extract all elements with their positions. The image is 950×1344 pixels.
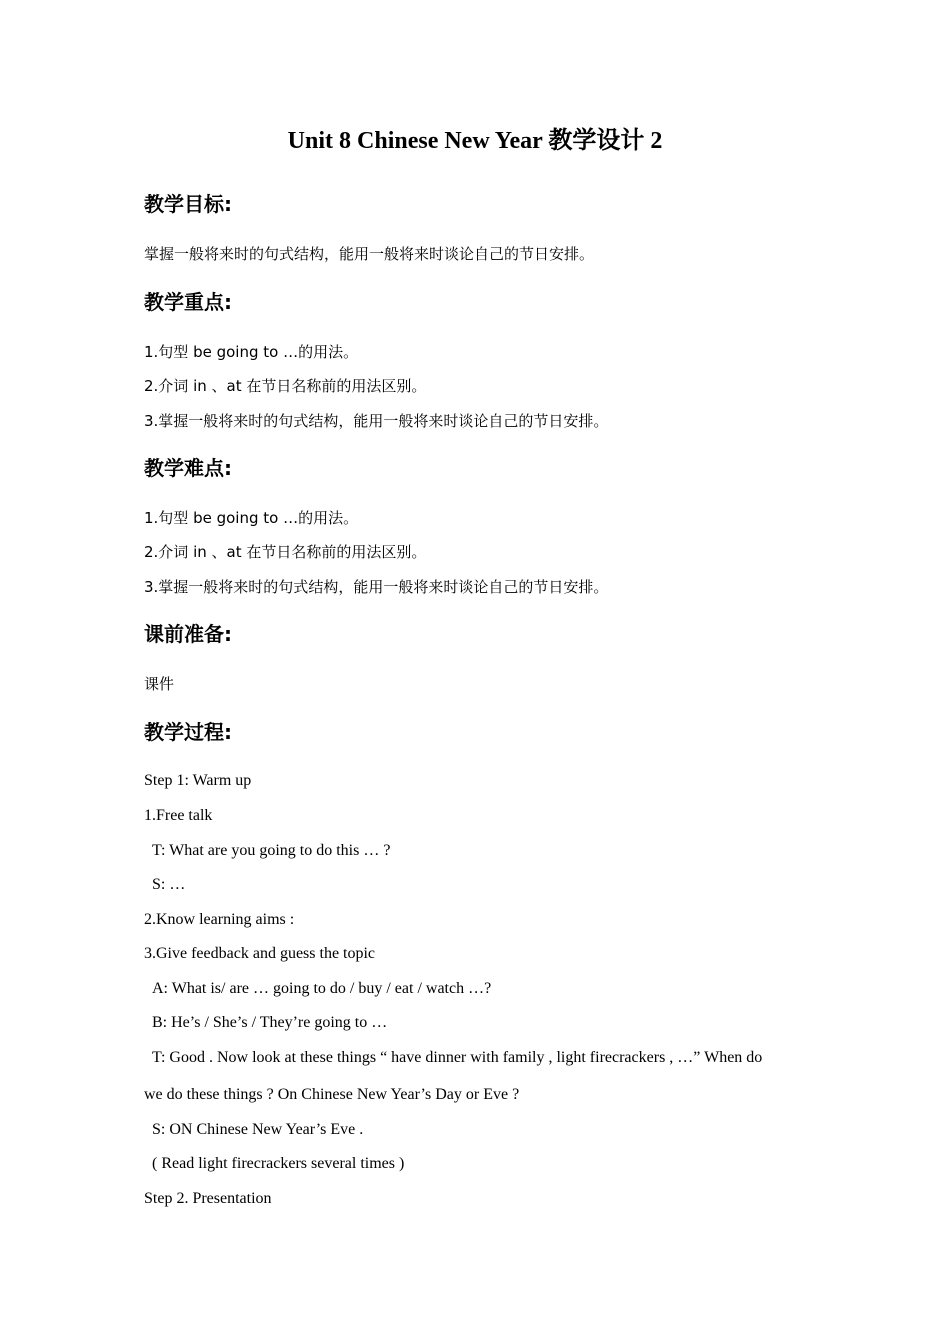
section-heading-difficulties: 教学难点: <box>144 456 232 480</box>
section-heading-key-points: 教学重点: <box>144 290 232 314</box>
process-line-9: T: Good . Now look at these things “ have dinner with family , light firecrackers , …” When do <box>152 1049 763 1066</box>
process-line-2: 1.Free talk <box>144 807 213 824</box>
process-line-6: 3.Give feedback and guess the topic <box>144 945 376 962</box>
key-points-line-2: 2.介词 in 、at 在节日名称前的用法区别。 <box>144 377 427 395</box>
difficulties-line-1: 1.句型 be going to …的用法。 <box>144 509 359 527</box>
process-line-13: Step 2. Presentation <box>144 1190 272 1207</box>
difficulties-line-3: 3.掌握一般将来时的句式结构，能用一般将来时谈论自己的节日安排。 <box>144 578 609 596</box>
key-points-line-1: 1.句型 be going to …的用法。 <box>144 343 359 361</box>
process-line-4: S: … <box>152 876 186 893</box>
process-line-3: T: What are you going to do this … ? <box>152 842 391 859</box>
section-heading-process: 教学过程: <box>144 720 232 744</box>
difficulties-line-2: 2.介词 in 、at 在节日名称前的用法区别。 <box>144 543 427 561</box>
process-line-10: we do these things ? On Chinese New Year’s Day or Eve ? <box>144 1086 520 1103</box>
process-line-7: A: What is/ are … going to do / buy / eat / watch …? <box>152 980 492 997</box>
process-line-12: ( Read light firecrackers several times ) <box>152 1155 405 1172</box>
key-points-line-3: 3.掌握一般将来时的句式结构，能用一般将来时谈论自己的节日安排。 <box>144 412 609 430</box>
objectives-line-1: 掌握一般将来时的句式结构，能用一般将来时谈论自己的节日安排。 <box>144 245 595 263</box>
section-heading-objectives: 教学目标: <box>144 192 232 216</box>
process-line-1: Step 1: Warm up <box>144 772 252 789</box>
document-title: Unit 8 Chinese New Year 教学设计 2 <box>287 128 663 154</box>
preparation-line-1: 课件 <box>144 675 175 693</box>
process-line-11: S: ON Chinese New Year’s Eve . <box>152 1121 364 1138</box>
section-heading-preparation: 课前准备: <box>144 622 232 646</box>
process-line-5: 2.Know learning aims : <box>144 911 295 928</box>
process-line-8: B: He’s / She’s / They’re going to … <box>152 1014 388 1031</box>
